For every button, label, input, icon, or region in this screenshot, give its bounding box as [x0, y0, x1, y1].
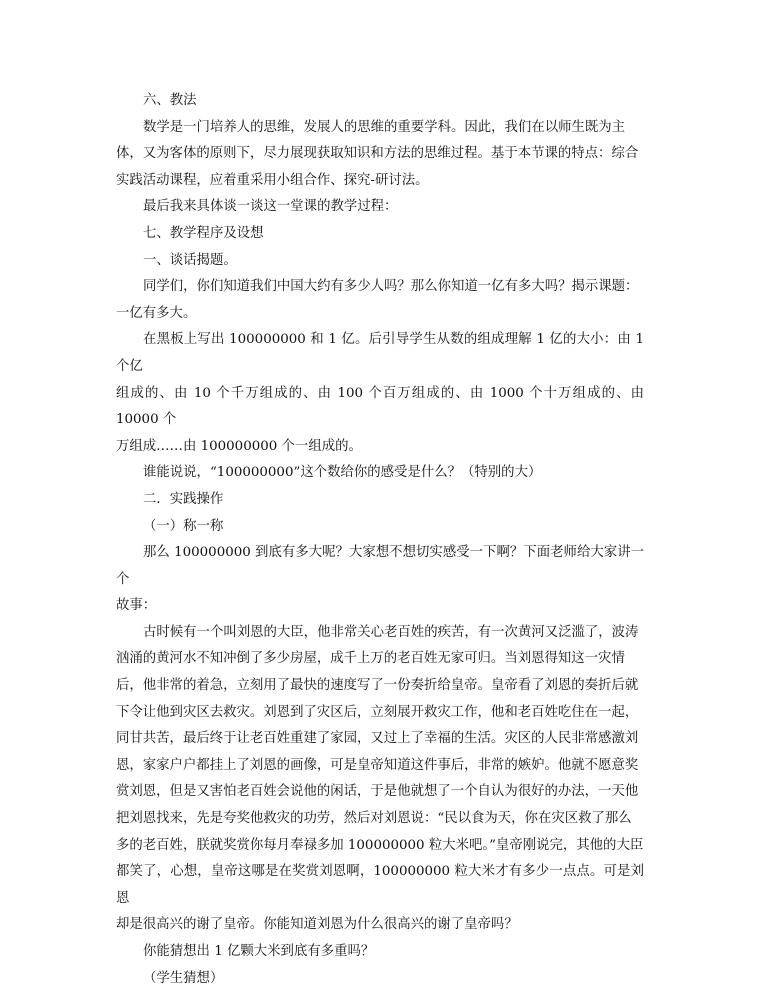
text-line: 二．实践操作 [143, 491, 224, 507]
paragraph [116, 274, 644, 327]
text-line: 都笑了，心想，皇帝这哪是在奖赏刘恩啊，100000000 粒大米才有多少一点点。可是刘恩 [116, 864, 644, 906]
text-line: 实践活动课程，应着重采用小组合作、探究-研讨法。 [116, 172, 429, 188]
paragraph [116, 115, 644, 195]
text-line: 七、教学程序及设想 [143, 225, 264, 241]
text-line: 六、教法 [143, 93, 197, 108]
text-line: 万组成……由 100000000 个一组成的。 [116, 438, 362, 454]
paragraph [116, 620, 644, 939]
paragraph [116, 939, 644, 966]
text-line: 恩，家家户户都挂上了刘恩的画像，可是皇帝知道这件事后，非常的嫉妒。他就不愿意奖 [116, 757, 639, 773]
text-line: 最后我来具体谈一谈这一堂课的教学过程： [143, 199, 398, 215]
text-line: 赏刘恩，但是又害怕老百姓会说他的闲话，于是他就想了一个自认为很好的办法，一天他 [116, 784, 639, 800]
text-line: 谁能说说，“100000000”这个数给你的感受是什么？（特别的大） [143, 465, 542, 481]
paragraph [116, 248, 644, 275]
text-line: 你能猜想出 1 亿颗大米到底有多重吗？ [143, 944, 375, 959]
paragraph [116, 514, 644, 541]
text-line: 体，又为客体的原则下，尽力展现获取知识和方法的思维过程。基于本节课的特点：综合 [116, 146, 639, 162]
paragraph [116, 487, 644, 514]
text-line: 下令让他到灾区去救灾。刘恩到了灾区后，立刻展开救灾工作，他和老百姓吃住在一起， [116, 704, 639, 720]
text-line: 古时候有一个叫刘恩的大臣，他非常关心老百姓的疾苦，有一次黄河又泛滥了，波涛 [143, 624, 639, 640]
text-line: 多的老百姓，朕就奖赏你每月奉禄多加 100000000 粒大米吧。”皇帝刚说完，其他的大臣 [116, 837, 644, 853]
text-line: 后，他非常的着急，立刻用了最快的速度写了一份奏折给皇帝。皇帝看了刘恩的奏折后就 [116, 678, 639, 694]
text-line: 一、谈话揭题。 [143, 252, 237, 268]
text-line: 同学们，你们知道我们中国大约有多少人吗？那么你知道一亿有多大吗？揭示课题： [143, 279, 639, 295]
text-line: 一亿有多大。 [116, 305, 197, 321]
paragraph [116, 460, 644, 487]
paragraph [116, 540, 644, 620]
text-line: 数学是一门培养人的思维，发展人的思维的重要学科。因此，我们在以师生既为主 [143, 119, 626, 135]
text-line: （一）称一称 [143, 518, 224, 534]
text-line: 却是很高兴的谢了皇帝。你能知道刘恩为什么很高兴的谢了皇帝吗？ [116, 917, 518, 933]
document-page [116, 88, 644, 992]
text-line: 同甘共苦，最后终于让老百姓重建了家园，又过上了幸福的生活。灾区的人民非常感激刘 [116, 731, 639, 747]
text-line: （学生猜想） [143, 970, 224, 986]
text-line: 那么 100000000 到底有多大呢？大家想不想切实感受一下啊？下面老师给大家讲一个 [116, 545, 644, 587]
text-line: 故事： [116, 598, 157, 614]
text-line: 组成的、由 10 个千万组成的、由 100 个百万组成的、由 1000 个十万组成的、由 10000 个 [116, 385, 644, 428]
paragraph [116, 327, 644, 460]
text-line: 在黑板上写出 100000000 和 1 亿。后引导学生从数的组成理解 1 亿的大小：由 1 个亿 [116, 332, 644, 374]
paragraph [116, 966, 644, 993]
paragraph [116, 88, 644, 115]
paragraph [116, 221, 644, 248]
paragraph [116, 194, 644, 221]
text-line: 把刘恩找来，先是夸奖他救灾的功劳，然后对刘恩说：“民以食为天，你在灾区救了那么 [116, 811, 632, 827]
text-line: 汹涌的黄河水不知冲倒了多少房屋，成千上万的老百姓无家可归。当刘恩得知这一灾情 [116, 651, 625, 667]
